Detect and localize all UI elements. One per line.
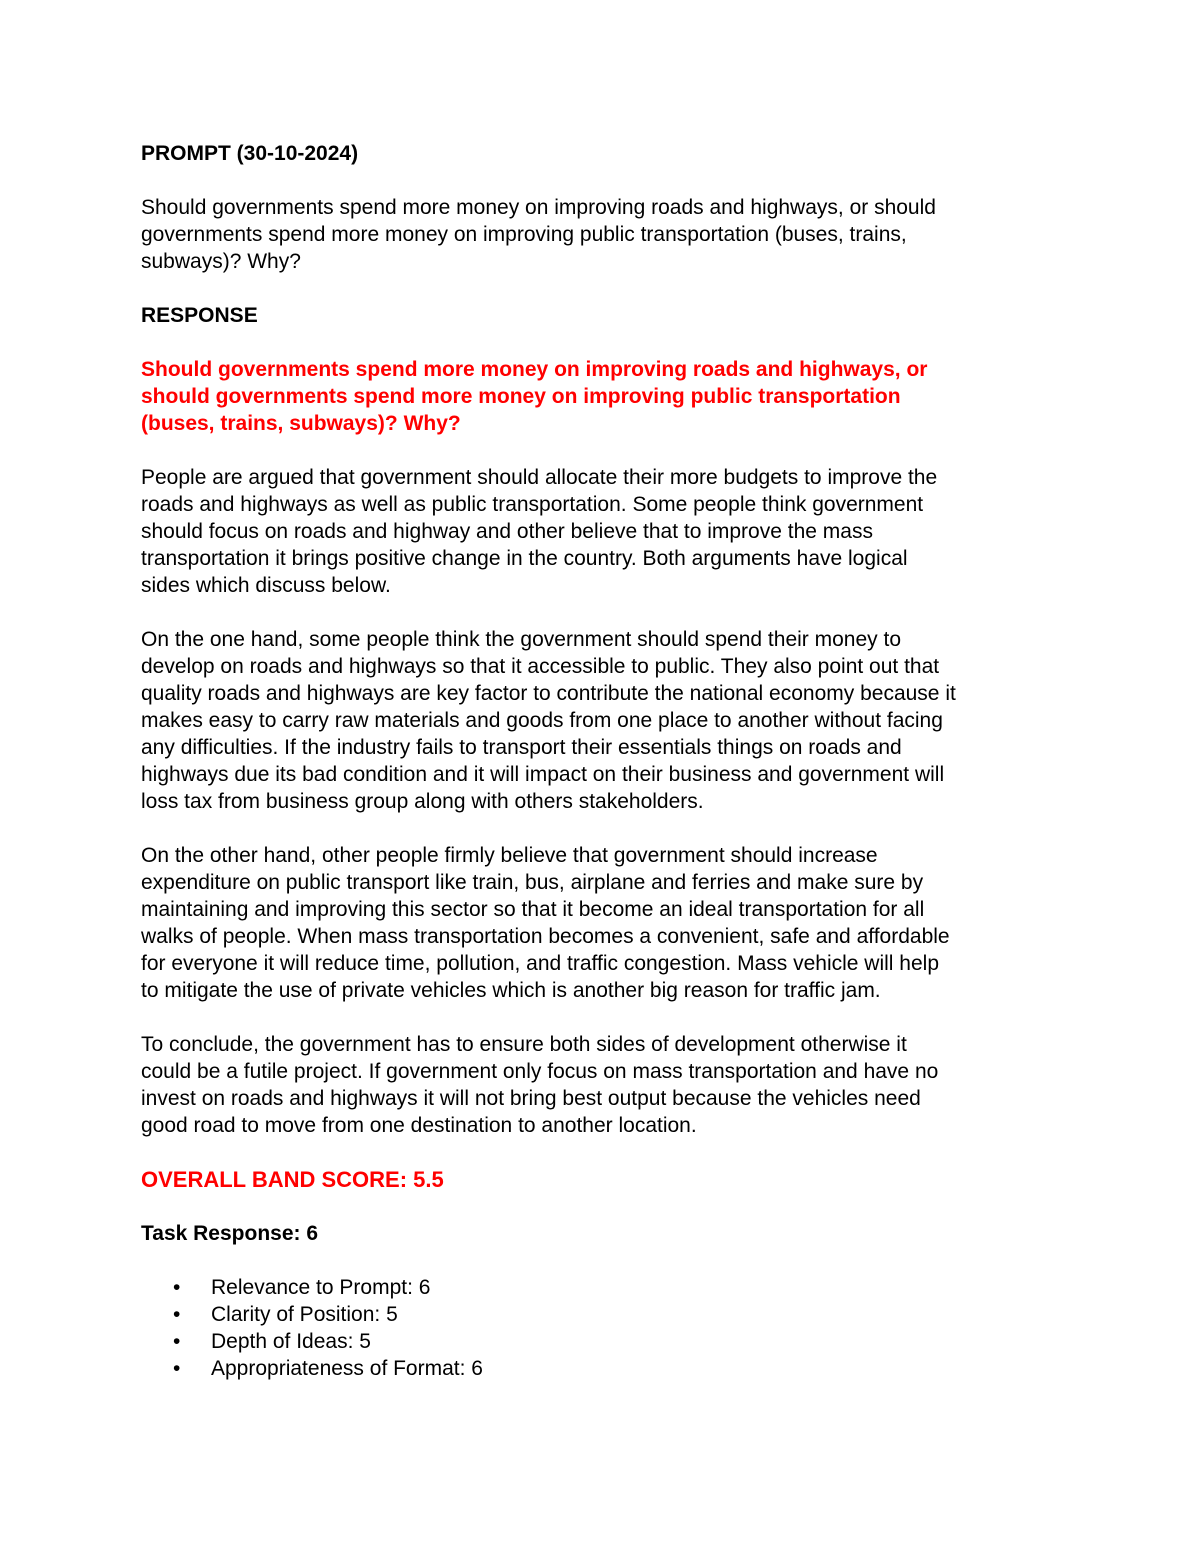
essay-line: any difficulties. If the industry fails to transport their essentials things on roads and bbox=[141, 736, 902, 759]
list-item bbox=[141, 1328, 1071, 1355]
criterion-text: Depth of Ideas: 5 bbox=[211, 1330, 371, 1353]
essay-line: invest on roads and highways it will not bring best output because the vehicles need bbox=[141, 1087, 921, 1110]
essay-line: sides which discuss below. bbox=[141, 574, 391, 597]
criteria-list bbox=[141, 1274, 1071, 1382]
essay-line: for everyone it will reduce time, pollution, and traffic congestion. Mass vehicle will help bbox=[141, 952, 939, 975]
essay-line: To conclude, the government has to ensure both sides of development otherwise it bbox=[141, 1033, 907, 1056]
document-page bbox=[141, 140, 1071, 1382]
criterion-text: Relevance to Prompt: 6 bbox=[211, 1276, 431, 1299]
list-item bbox=[141, 1274, 1071, 1301]
essay-line: maintaining and improving this sector so that it become an ideal transportation for all bbox=[141, 898, 925, 921]
list-item bbox=[141, 1355, 1071, 1382]
bullet-icon: • bbox=[173, 1276, 181, 1299]
bullet-icon: • bbox=[173, 1303, 181, 1326]
bullet-icon: • bbox=[173, 1330, 181, 1353]
question-line: Should governments spend more money on improving roads and highways, or bbox=[141, 358, 928, 381]
bullet-icon: • bbox=[173, 1357, 181, 1380]
essay-line: develop on roads and highways so that it accessible to public. They also point out that bbox=[141, 655, 940, 678]
essay-paragraph-conclusion bbox=[141, 1031, 1071, 1139]
essay-line: quality roads and highways are key factor to contribute the national economy because it bbox=[141, 682, 956, 705]
list-item bbox=[141, 1301, 1071, 1328]
essay-line: walks of people. When mass transportation becomes a convenient, safe and affordable bbox=[141, 925, 950, 948]
essay-line: On the one hand, some people think the government should spend their money to bbox=[141, 628, 901, 651]
question-line: should governments spend more money on improving public transportation bbox=[141, 385, 901, 408]
response-heading: RESPONSE bbox=[141, 304, 258, 327]
essay-line: should focus on roads and highway and other believe that to improve the mass bbox=[141, 520, 873, 543]
essay-paragraph-body-1 bbox=[141, 626, 1071, 815]
essay-line: roads and highways as well as public transportation. Some people think government bbox=[141, 493, 924, 516]
essay-paragraph-body-2 bbox=[141, 842, 1071, 1004]
essay-paragraph-intro bbox=[141, 464, 1071, 599]
criterion-text: Clarity of Position: 5 bbox=[211, 1303, 398, 1326]
response-question bbox=[141, 356, 1071, 437]
prompt-line: subways)? Why? bbox=[141, 250, 301, 273]
overall-band-score: OVERALL BAND SCORE: 5.5 bbox=[141, 1167, 444, 1192]
essay-line: makes easy to carry raw materials and goods from one place to another without facing bbox=[141, 709, 943, 732]
essay-line: expenditure on public transport like train, bus, airplane and ferries and make sure by bbox=[141, 871, 924, 894]
essay-line: People are argued that government should allocate their more budgets to improve the bbox=[141, 466, 938, 489]
prompt-text bbox=[141, 194, 1071, 275]
task-response-score: Task Response: 6 bbox=[141, 1222, 319, 1245]
essay-line: transportation it brings positive change in the country. Both arguments have logical bbox=[141, 547, 908, 570]
essay-line: good road to move from one destination to another location. bbox=[141, 1114, 697, 1137]
prompt-heading: PROMPT (30-10-2024) bbox=[141, 142, 359, 165]
essay-line: to mitigate the use of private vehicles which is another big reason for traffic jam. bbox=[141, 979, 881, 1002]
prompt-line: Should governments spend more money on improving roads and highways, or should bbox=[141, 196, 936, 219]
essay-line: could be a futile project. If government only focus on mass transportation and have no bbox=[141, 1060, 939, 1083]
essay-line: highways due its bad condition and it will impact on their business and government will bbox=[141, 763, 945, 786]
essay-line: On the other hand, other people firmly believe that government should increase bbox=[141, 844, 878, 867]
criterion-text: Appropriateness of Format: 6 bbox=[211, 1357, 483, 1380]
essay-line: loss tax from business group along with others stakeholders. bbox=[141, 790, 704, 813]
question-line: (buses, trains, subways)? Why? bbox=[141, 412, 461, 435]
prompt-line: governments spend more money on improving public transportation (buses, trains, bbox=[141, 223, 907, 246]
